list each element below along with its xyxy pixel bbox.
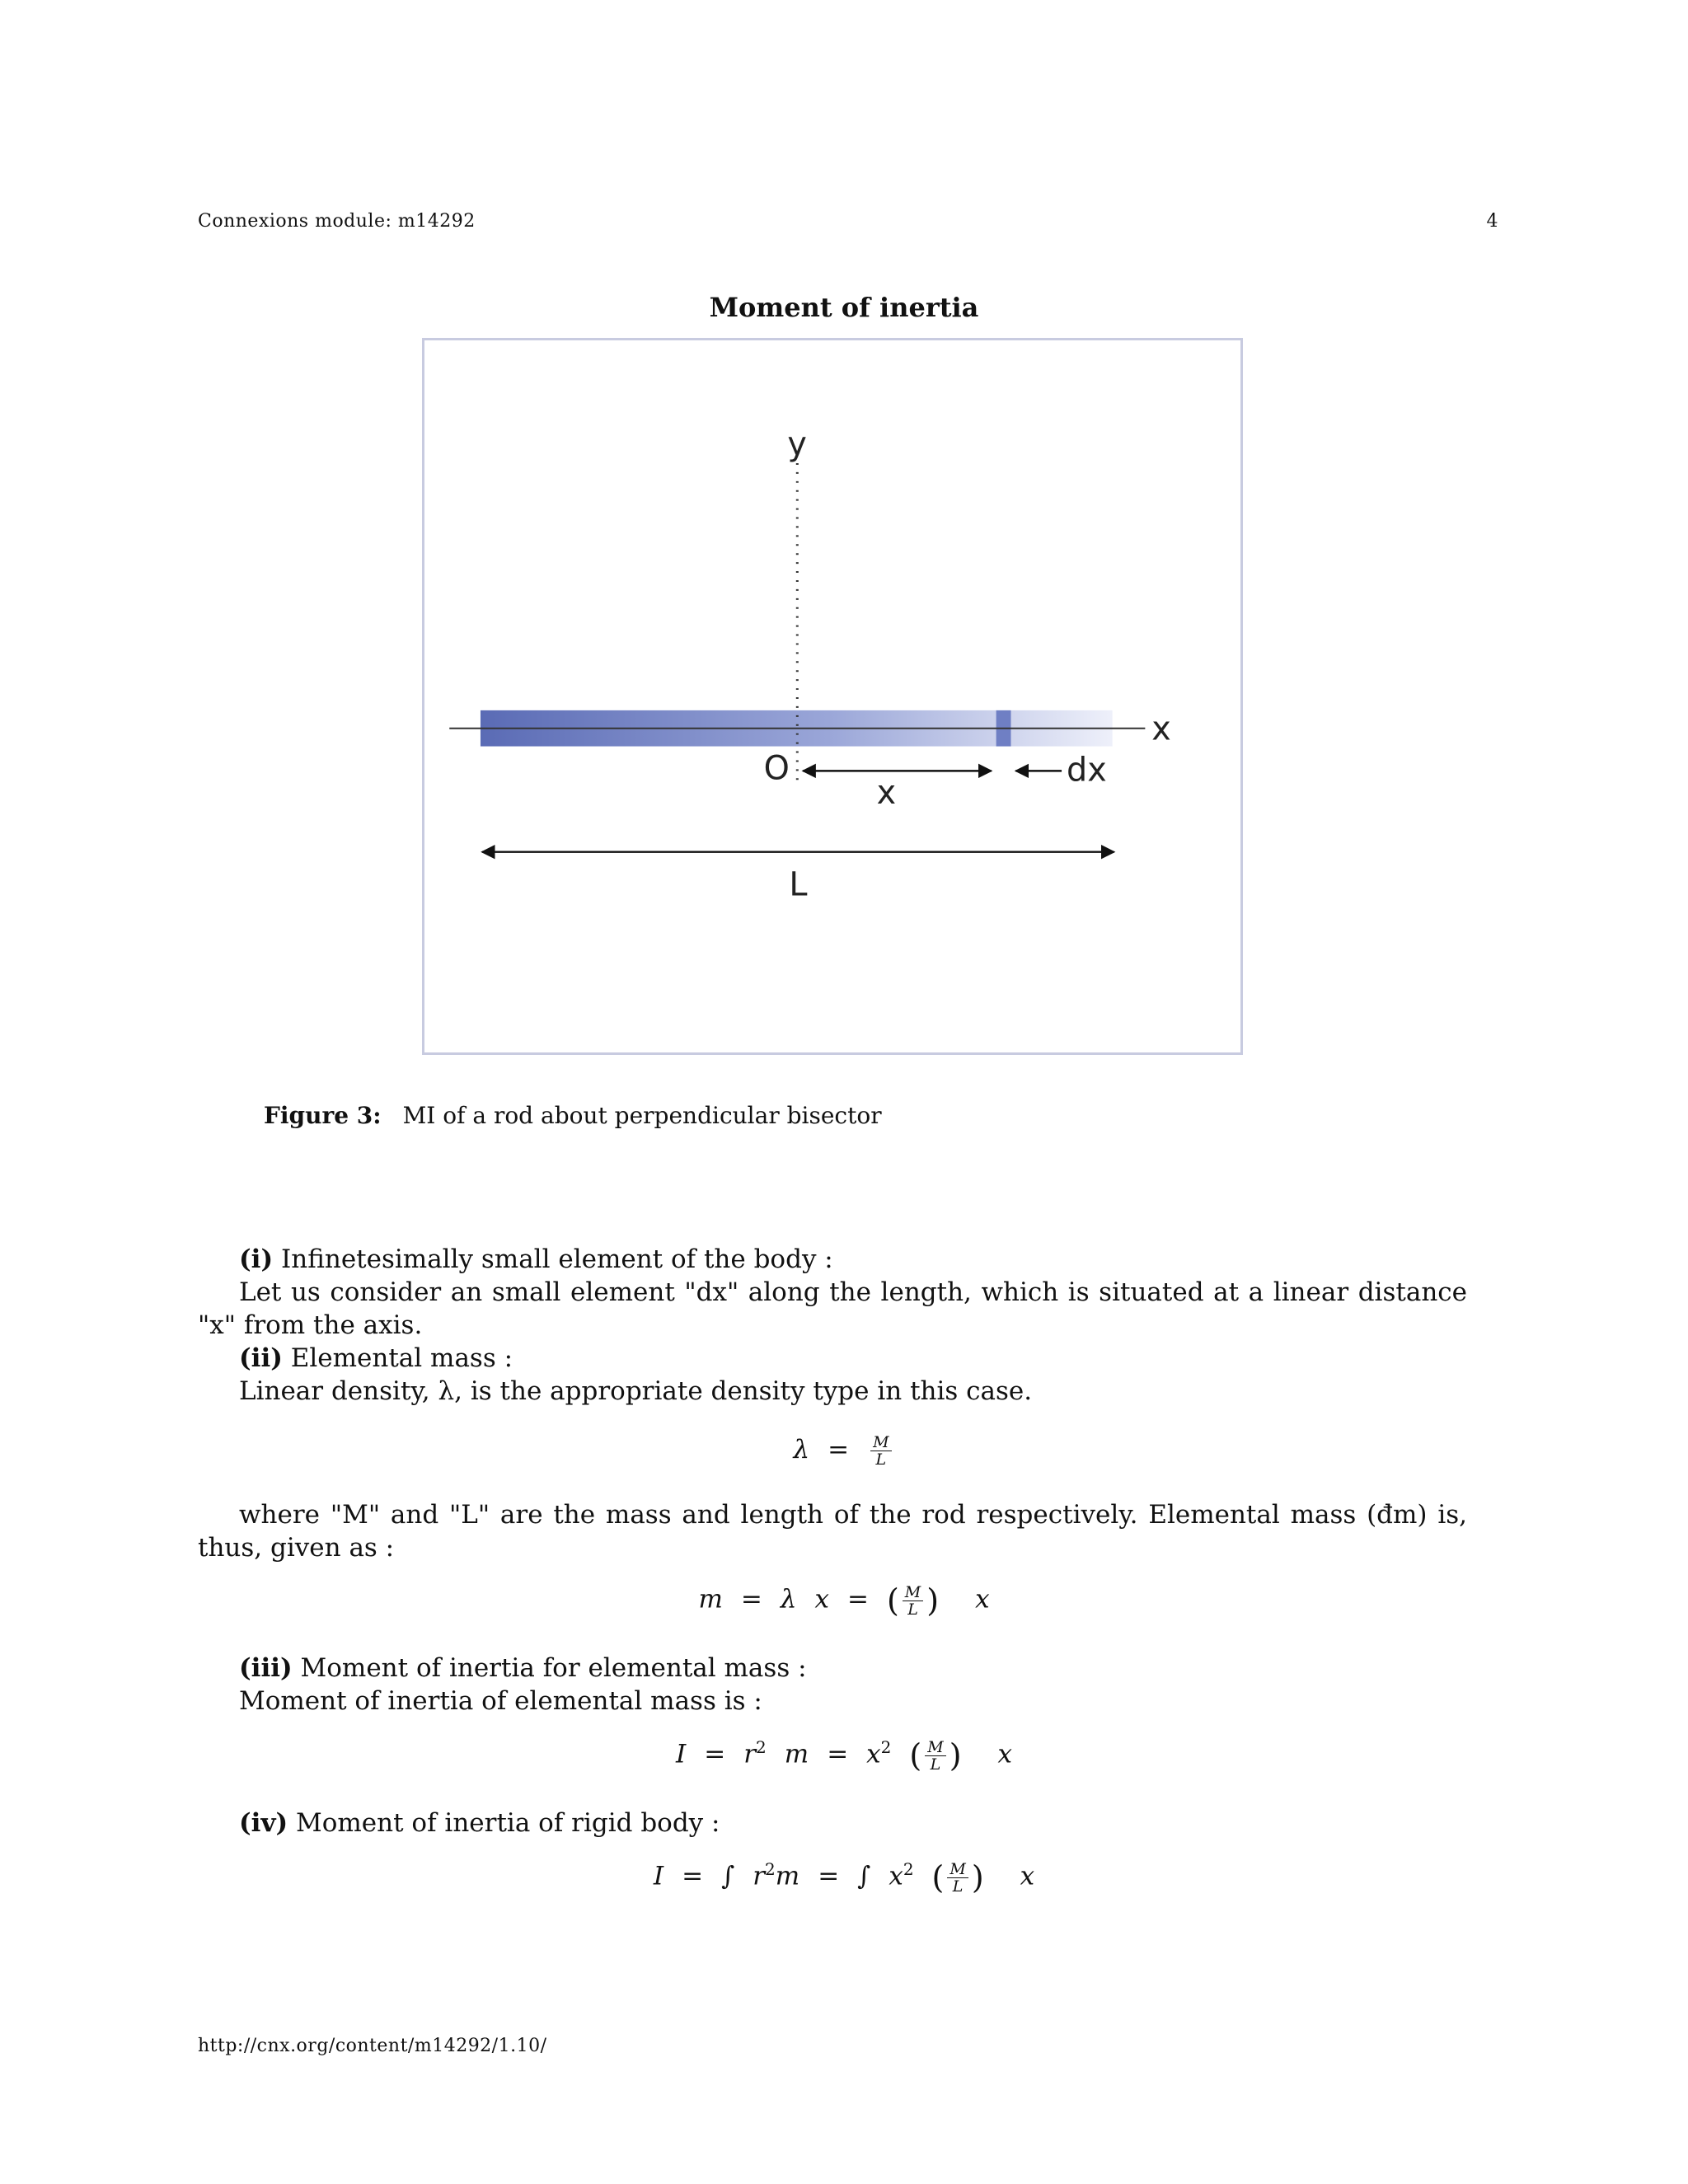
equation-rigid-body-mi: I = ∫ $r^2m$ = ∫ $x^2$ ( $\frac{M}{L}$ ) x xyxy=(653,1859,1035,1896)
caption-label: Figure 3: xyxy=(264,1102,382,1129)
fraction-M-over-L: $\frac{M}{L}$ xyxy=(870,1434,891,1468)
section-ii-heading xyxy=(198,1342,1467,1375)
dx-label: dx xyxy=(1067,751,1107,790)
section-ii-title: Elemental mass : xyxy=(290,1343,513,1373)
distance-label: x xyxy=(876,774,897,813)
section-i-label: (i) xyxy=(239,1244,274,1274)
figure-title: Moment of inertia xyxy=(709,292,979,323)
section-ii-text: Linear density, λ, is the appropriate density type in this case. xyxy=(239,1376,1033,1406)
section-i-text: Let us consider an small element "dx" along the length, which is situated at a linear distance "x" from the axis. xyxy=(198,1277,1467,1340)
section-i-heading xyxy=(198,1243,1467,1276)
caption-text: MI of a rod about perpendicular bisector xyxy=(402,1102,882,1129)
running-header: Connexions module: m14292 xyxy=(198,211,476,232)
page-number: 4 xyxy=(1486,211,1498,232)
rod-diagram xyxy=(424,340,1240,1052)
figure-box xyxy=(422,338,1243,1055)
section-ii-after: where "M" and "L" are the mass and length of the rod respectively. Elemental mass (đm) is, thus, given as : xyxy=(198,1500,1467,1563)
y-axis-label: y xyxy=(787,425,807,464)
section-i-title: Infinetesimally small element of the body : xyxy=(280,1244,833,1274)
section-iii-text: Moment of inertia of elemental mass is : xyxy=(239,1686,762,1716)
equation-lambda: λ = $\frac{M}{L}$ xyxy=(0,1434,1688,1468)
origin-label: O xyxy=(763,749,790,788)
section-ii-label: (ii) xyxy=(239,1343,283,1373)
section-iv-heading xyxy=(198,1807,1467,1840)
section-iv-title: Moment of inertia of rigid body : xyxy=(295,1808,720,1838)
equation-elemental-mi: $I = r^2$ $m = x^2$ ( $\frac{M}{L}$ ) x xyxy=(675,1737,1012,1774)
section-iii-title: Moment of inertia for elemental mass : xyxy=(300,1653,807,1683)
footer-url[interactable]: http://cnx.org/content/m14292/1.10/ xyxy=(198,2036,547,2056)
figure-caption xyxy=(264,1102,882,1129)
length-label: L xyxy=(789,865,808,904)
section-iii-label: (iii) xyxy=(239,1653,293,1683)
section-iv-label: (iv) xyxy=(239,1808,288,1838)
x-axis-label: x xyxy=(1151,710,1171,748)
section-iii-heading xyxy=(198,1652,1467,1685)
equation-elemental-mass: m = λ x = ( $\frac{M}{L}$ ) x xyxy=(698,1582,990,1619)
